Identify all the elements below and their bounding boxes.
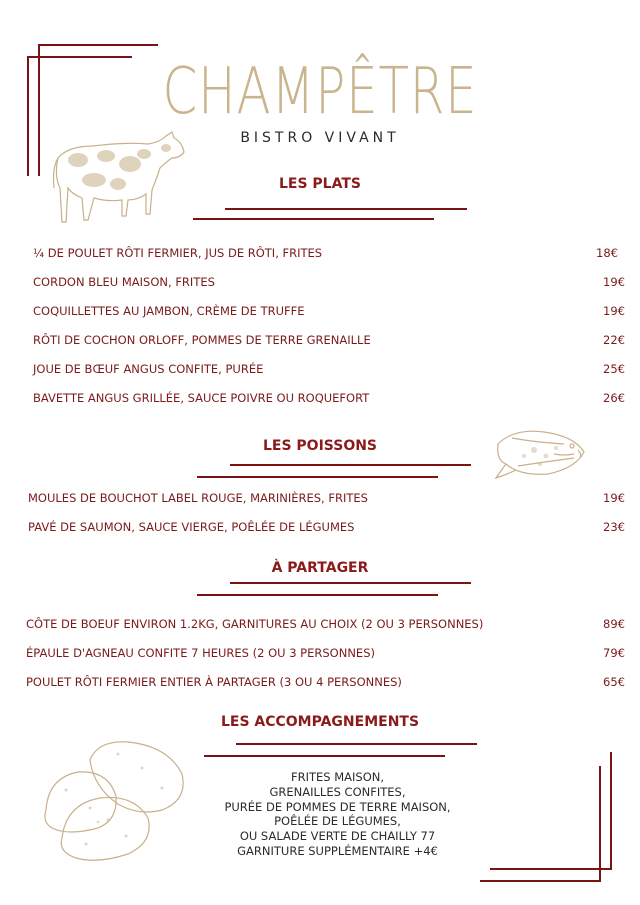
section-title-plats: LES PLATS (278, 176, 361, 192)
accompaniment-line: PURÉE DE POMMES DE TERRE MAISON, (224, 799, 451, 814)
divider (236, 743, 477, 745)
menu-item: JOUE DE BŒUF ANGUS CONFITE, PURÉE (33, 362, 264, 376)
menu-item-price: 89€ (603, 617, 625, 631)
divider (197, 476, 438, 478)
accompaniment-line: FRITES MAISON, (290, 770, 385, 784)
menu-item: ÉPAULE D'AGNEAU CONFITE 7 HEURES (2 OU 3 PERSONNES) (26, 646, 375, 660)
menu-item: PAVÉ DE SAUMON, SAUCE VIERGE, POÊLÉE DE LÉGUMES (28, 520, 355, 534)
divider (230, 582, 471, 584)
divider (230, 464, 471, 466)
potatoes-illustration (38, 738, 188, 864)
accompaniment-line: GRENAILLES CONFITES, (269, 784, 406, 799)
divider (193, 218, 434, 220)
menu-item: BAVETTE ANGUS GRILLÉE, SAUCE POIVRE OU ROQUEFORT (33, 391, 370, 405)
menu-item: RÔTI DE COCHON ORLOFF, POMMES DE TERRE GRENAILLE (33, 333, 371, 347)
brand-tagline: BISTRO VIVANT (240, 130, 400, 146)
menu-item-price: 25€ (603, 362, 625, 376)
accompaniment-line: OU SALADE VERTE DE CHAILLY 77 (239, 829, 436, 844)
menu-item: POULET RÔTI FERMIER ENTIER À PARTAGER (3 OU 4 PERSONNES) (26, 675, 402, 689)
bottom-right-frame (470, 740, 620, 890)
brand-name: CHAMPÊTRE (162, 55, 478, 129)
menu-item-price: 26€ (603, 391, 625, 405)
menu-item-price: 23€ (603, 520, 625, 534)
menu-item-price: 65€ (603, 675, 625, 689)
accompaniment-line: GARNITURE SUPPLÉMENTAIRE +4€ (237, 843, 438, 858)
divider (225, 208, 467, 210)
menu-item-price: 22€ (603, 333, 625, 347)
accompaniments-list (200, 770, 475, 859)
menu-item: MOULES DE BOUCHOT LABEL ROUGE, MARINIÈRES, FRITES (28, 491, 368, 505)
menu-item: COQUILLETTES AU JAMBON, CRÈME DE TRUFFE (33, 304, 305, 318)
menu-item-price: 19€ (603, 491, 625, 505)
section-title-partager: À PARTAGER (271, 560, 369, 576)
menu-item-price: 19€ (603, 304, 625, 318)
accompaniment-line: POÊLÉE DE LÉGUMES, (274, 814, 401, 829)
menu-item: CÔTE DE BOEUF ENVIRON 1.2KG, GARNITURES AU CHOIX (2 OU 3 PERSONNES) (26, 617, 484, 631)
menu-item: ¼ DE POULET RÔTI FERMIER, JUS DE RÔTI, FRITES (33, 246, 323, 260)
menu-item-price: 19€ (603, 275, 625, 289)
section-title-accompagnements: LES ACCOMPAGNEMENTS (220, 714, 420, 730)
menu-item: CORDON BLEU MAISON, FRITES (33, 275, 215, 289)
divider (204, 755, 445, 757)
menu-item-price: 18€ (596, 246, 618, 260)
section-title-poissons: LES POISSONS (262, 438, 378, 454)
menu-item-price: 79€ (603, 646, 625, 660)
divider (197, 594, 438, 596)
